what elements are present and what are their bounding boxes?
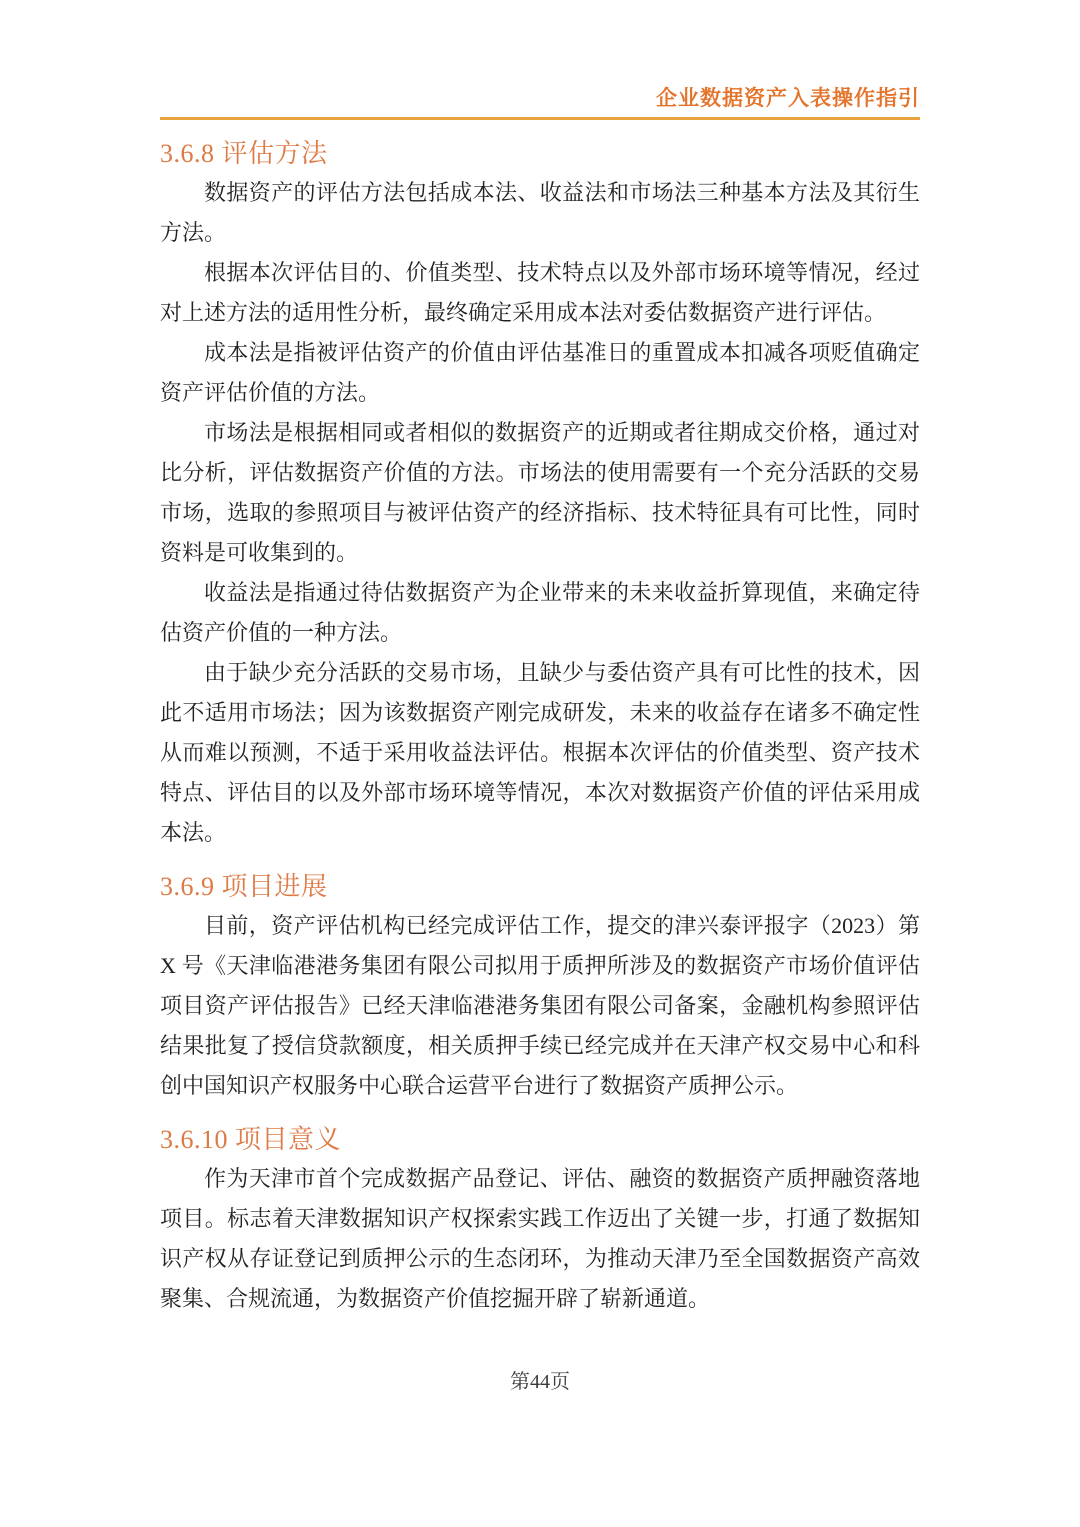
page-header [160,85,920,120]
header-rule [160,117,920,120]
page-footer [0,1368,1080,1396]
section-heading: 3.6.10 项目意义 [160,1125,342,1154]
body-paragraph: 目前，资产评估机构已经完成评估工作，提交的津兴泰评报字（2023）第X 号《天津临港港务集团有限公司拟用于质押所涉及的数据资产市场价值评估项目资产评估报告》已经天津临港港务集团有限公司备案，金融机构参照评估结果批复了授信贷款额度，相关质押手续已经完成并在天津产权交易中心和科创中国知识产权服务中心联合运营平台进行了数据资产质押公示。 [160,913,920,1098]
header-title: 企业数据资产入表操作指引 [656,87,920,110]
page-number: 第44页 [510,1371,570,1393]
section-3-6-8 [160,139,920,853]
section-heading: 3.6.8 评估方法 [160,139,328,168]
document-body [160,139,920,1319]
section-heading: 3.6.9 项目进展 [160,872,328,901]
body-paragraph: 根据本次评估目的、价值类型、技术特点以及外部市场环境等情况，经过对上述方法的适用性分析，最终确定采用成本法对委估数据资产进行评估。 [160,260,920,325]
body-paragraph: 作为天津市首个完成数据产品登记、评估、融资的数据资产质押融资落地项目。标志着天津数据知识产权探索实践工作迈出了关键一步，打通了数据知识产权从存证登记到质押公示的生态闭环，为推动天津乃至全国数据资产高效聚集、合规流通，为数据资产价值挖掘开辟了崭新通道。 [160,1166,920,1311]
section-3-6-9 [160,872,920,1106]
body-paragraph: 数据资产的评估方法包括成本法、收益法和市场法三种基本方法及其衍生方法。 [160,180,920,245]
body-paragraph: 收益法是指通过待估数据资产为企业带来的未来收益折算现值，来确定待估资产价值的一种方法。 [160,580,920,645]
section-3-6-10 [160,1125,920,1319]
body-paragraph: 成本法是指被评估资产的价值由评估基准日的重置成本扣减各项贬值确定资产评估价值的方法。 [160,340,920,405]
body-paragraph: 由于缺少充分活跃的交易市场，且缺少与委估资产具有可比性的技术，因此不适用市场法；因为该数据资产刚完成研发，未来的收益存在诸多不确定性从而难以预测，不适于采用收益法评估。根据本次评估的价值类型、资产技术特点、评估目的以及外部市场环境等情况，本次对数据资产价值的评估采用成本法。 [160,660,920,845]
body-paragraph: 市场法是根据相同或者相似的数据资产的近期或者往期成交价格，通过对比分析，评估数据资产价值的方法。市场法的使用需要有一个充分活跃的交易市场，选取的参照项目与被评估资产的经济指标、技术特征具有可比性，同时资料是可收集到的。 [160,420,920,565]
